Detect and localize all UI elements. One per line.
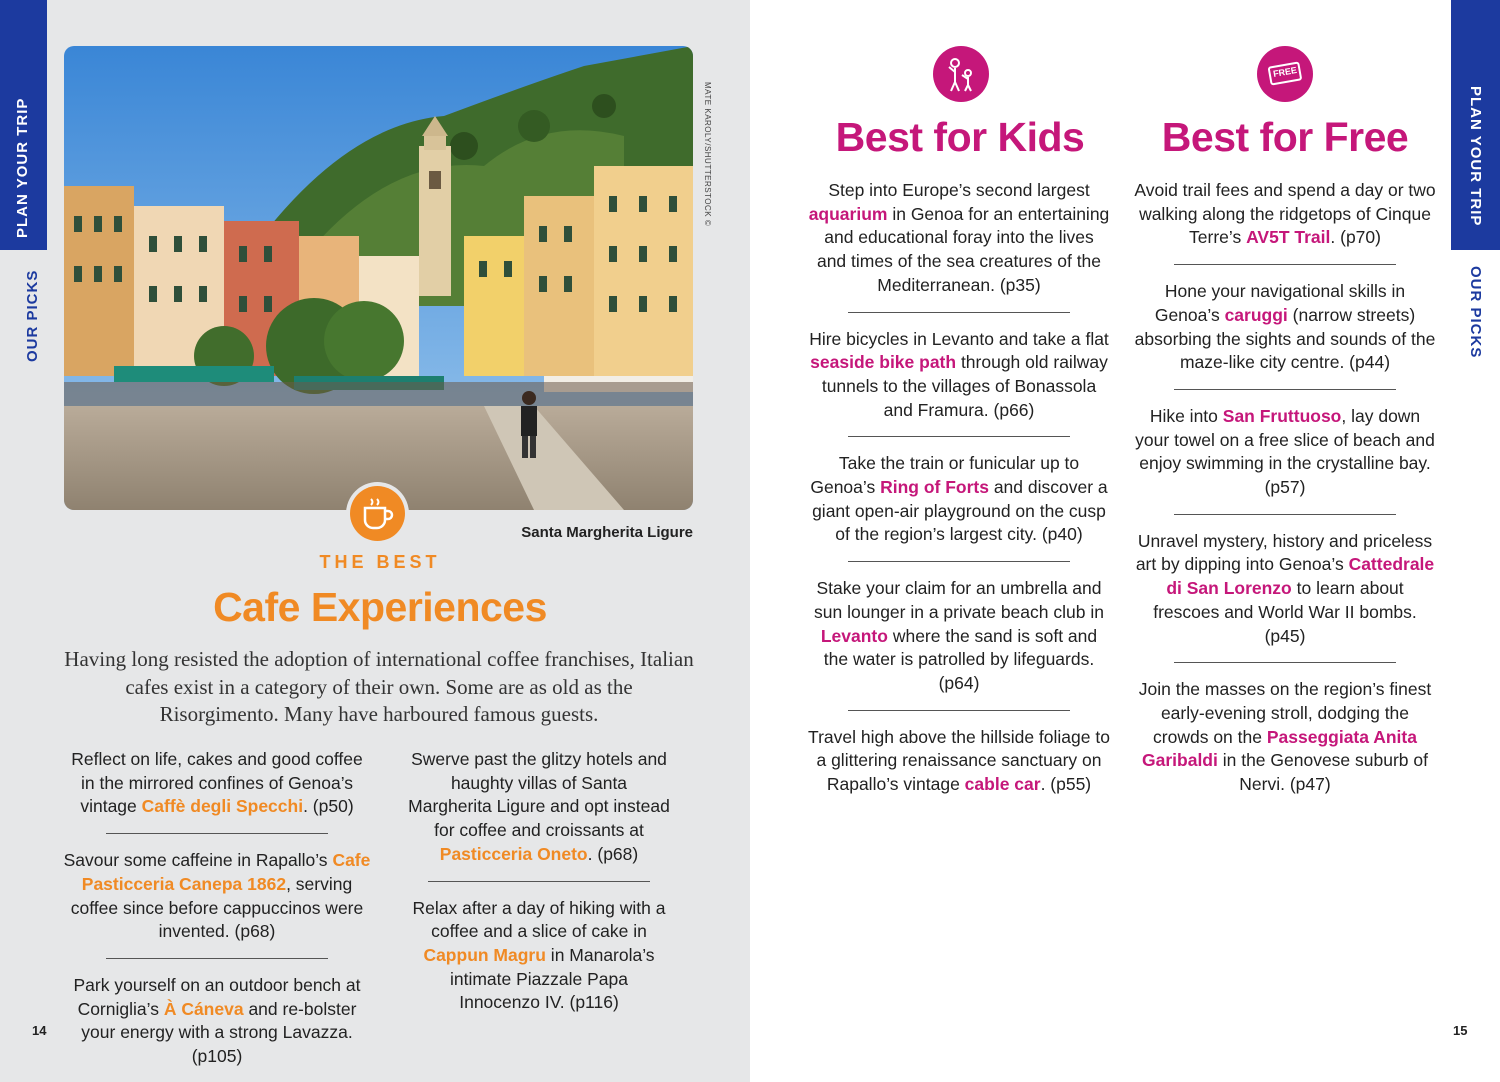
place-link: Pasticceria Oneto (439, 843, 588, 864)
place-link: caruggi (1224, 304, 1288, 325)
divider (1174, 389, 1396, 390)
divider (1174, 514, 1396, 515)
photo-credit: MATE KAROLY/SHUTTERSTOCK © (703, 82, 712, 227)
list-item: Take the train or funicular up to Genoa’s Ring of Forts and discover a giant open-air playground on the cusp of the region’s largest city. (p40) (810, 453, 1108, 545)
kids-list (808, 179, 1110, 797)
divider (428, 881, 650, 882)
divider (1174, 264, 1396, 265)
side-tab-our-picks: OUR PICKS (24, 269, 41, 362)
place-link: Cattedrale di San Lorenzo (1166, 554, 1435, 599)
list-item: Savour some caffeine in Rapallo’s Cafe Pasticceria Canepa 1862, serving coffee since before cappuccinos were invented. (p68) (63, 850, 371, 942)
free-list (1132, 179, 1438, 797)
place-link: seaside bike path (810, 352, 957, 373)
divider (106, 833, 328, 834)
list-item: Stake your claim for an umbrella and sun lounger in a private beach club in Levanto where the sand is soft and the water is patrolled by lifeguards. (p64) (814, 578, 1104, 693)
free-icon-label: FREE (1272, 64, 1298, 80)
divider (848, 710, 1070, 711)
free-title: Best for Free (1161, 114, 1409, 160)
side-tab-our-picks: OUR PICKS (1467, 266, 1484, 359)
place-link: cable car (964, 774, 1041, 795)
cafe-column-2 (408, 748, 670, 1015)
hero-photo (64, 46, 693, 510)
side-tab-label: PLAN YOUR TRIP (1467, 86, 1484, 227)
list-item: Join the masses on the region’s finest early-evening stroll, dodging the crowds on the Passeggiata Anita Garibaldi in the Genovese suburb of Nervi. (p47) (1138, 679, 1432, 795)
list-item: Hike into San Fruttuoso, lay down your towel on a free slice of beach and enjoy swimming in the crystalline bay. (p57) (1135, 405, 1435, 498)
place-link: aquarium (808, 203, 888, 224)
right-page (750, 0, 1500, 1082)
place-link: Caffè degli Specchi (141, 796, 304, 817)
divider (106, 958, 328, 959)
divider (848, 436, 1070, 437)
list-item: Hone your navigational skills in Genoa’s caruggi (narrow streets) absorbing the sights and sounds of the maze-like city centre. (p44) (1134, 281, 1436, 373)
page-number: 14 (32, 1023, 47, 1038)
coffee-cup-icon (350, 486, 405, 541)
divider (848, 561, 1070, 562)
list-item: Unravel mystery, history and priceless art by dipping into Genoa’s Cattedrale di San Lorenzo to learn about frescoes and World War II bombs. (p45) (1135, 530, 1435, 646)
place-link: Ring of Forts (880, 477, 989, 498)
list-item: Avoid trail fees and spend a day or two walking along the ridgetops of Cinque Terre’s AV5T Trail. (p70) (1134, 180, 1436, 248)
section-eyebrow: THE BEST (319, 552, 441, 572)
side-tab-plan-your-trip (1451, 0, 1500, 250)
list-item: Park yourself on an outdoor bench at Corniglia’s À Cáneva and re-bolster your energy with a strong Lavazza. (p105) (73, 974, 361, 1067)
list-item: Reflect on life, cakes and good coffee in the mirrored confines of Genoa’s vintage Caffè degli Specchi. (p50) (71, 749, 363, 817)
side-tab-label: PLAN YOUR TRIP (14, 97, 31, 238)
place-link: Cappun Magru (423, 944, 546, 965)
piazza-illustration (64, 46, 693, 510)
place-link: San Fruttuoso (1222, 405, 1342, 426)
place-link: Passeggiata Anita Garibaldi (1142, 726, 1417, 771)
kids-title: Best for Kids (835, 114, 1085, 160)
free-ticket-icon (1257, 46, 1313, 102)
place-link: Levanto (820, 625, 888, 646)
list-item: Travel high above the hillside foliage to a glittering renaissance sanctuary on Rapallo’s vintage cable car. (p55) (808, 726, 1110, 795)
list-item: Step into Europe’s second largest aquarium in Genoa for an entertaining and educational foray into the lives and times of the sea creatures of the Mediterranean. (p35) (808, 180, 1110, 295)
list-item: Hire bicycles in Levanto and take a flat seaside bike path through old railway tunnels to the villages of Bonassola and Framura. (p66) (809, 328, 1109, 420)
section-title: Cafe Experiences (213, 584, 547, 630)
intro-paragraph: Having long resisted the adoption of international coffee franchises, Italian cafes exist in a category of their own. Some are as old as the Risorgimento. Many have harboured famous guests. (64, 647, 694, 726)
place-link: À Cáneva (163, 998, 244, 1019)
divider (1174, 662, 1396, 663)
family-icon (933, 46, 989, 102)
divider (848, 312, 1070, 313)
page-number: 15 (1453, 1023, 1468, 1038)
place-link: AV5T Trail (1246, 227, 1331, 248)
list-item: Relax after a day of hiking with a coffee and a slice of cake in Cappun Magru in Manarola’s intimate Piazzale Papa Innocenzo IV. (p116) (412, 897, 666, 1013)
side-tab-plan-your-trip (0, 0, 47, 250)
cafe-column-1 (62, 748, 372, 1069)
place-link: Cafe Pasticceria Canepa 1862 (81, 850, 371, 894)
list-item: Swerve past the glitzy hotels and haughty villas of Santa Margherita Ligure and opt instead for coffee and croissants at Pasticceria Oneto. (p68) (408, 749, 670, 864)
photo-caption: Santa Margherita Ligure (521, 524, 693, 541)
